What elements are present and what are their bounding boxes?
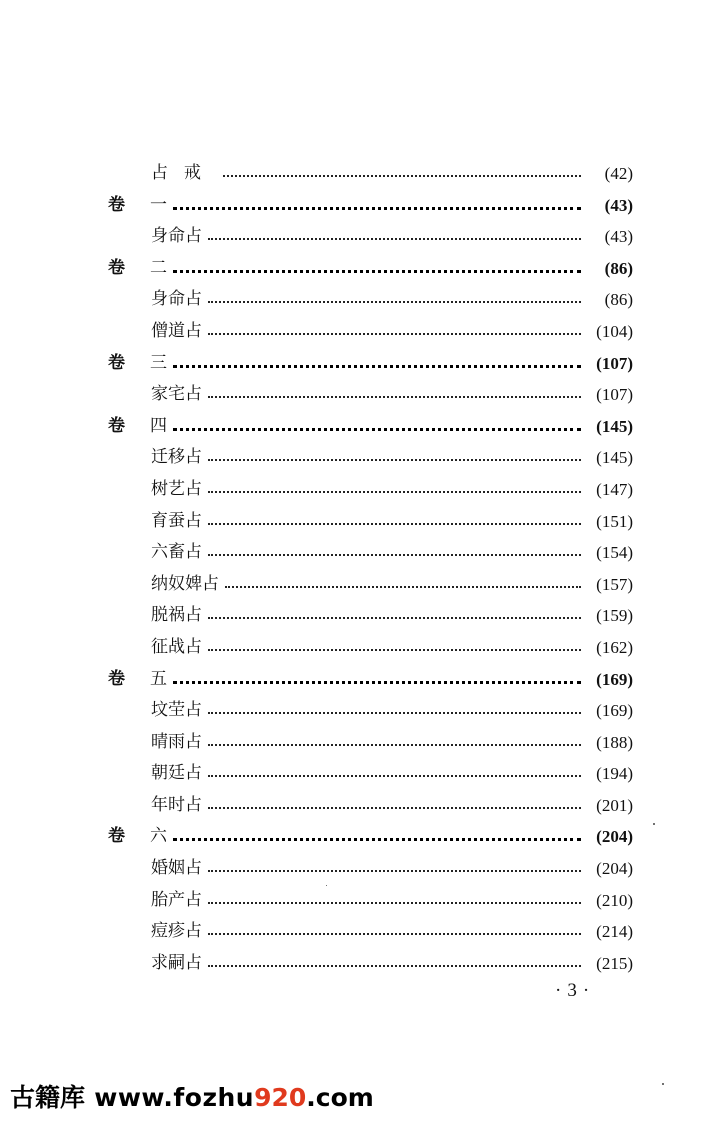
toc-page-ref: (169)	[596, 701, 633, 721]
toc-leader-dots	[223, 175, 581, 177]
toc-page-ref: (154)	[596, 543, 633, 563]
toc-entry-title: 胎产占	[151, 885, 206, 917]
page-number: ·3·	[555, 980, 596, 1001]
toc-entry-row	[0, 537, 709, 569]
toc-page-ref: (104)	[596, 321, 633, 341]
scan-speck	[326, 885, 327, 886]
toc-leader-dots	[208, 617, 581, 619]
toc-entry-row	[0, 853, 709, 885]
toc-volume-row	[0, 348, 709, 380]
toc-page-ref: (157)	[596, 574, 633, 594]
toc-entry-title: 晴雨占	[151, 727, 206, 759]
toc-page-ref: (43)	[604, 227, 633, 247]
toc-page-ref: (86)	[604, 290, 633, 310]
watermark-url-prefix: www.fozhu	[85, 1083, 255, 1112]
toc-entry-title: 纳奴婢占	[151, 569, 223, 601]
toc-entry-row	[0, 379, 709, 411]
toc-page-ref: (145)	[596, 416, 633, 436]
watermark	[10, 1078, 374, 1114]
toc-page-ref: (107)	[596, 353, 633, 373]
toc-leader-dots	[208, 523, 581, 525]
toc-leader-dots	[208, 238, 581, 240]
toc-entry-row	[0, 885, 709, 917]
toc-leader-dots	[208, 933, 581, 935]
toc-entry-title: 六畜占	[151, 537, 206, 569]
toc-entry-title: 五	[150, 664, 171, 696]
toc-entry-title: 坟茔占	[151, 695, 206, 727]
toc-entry-title: 求嗣占	[151, 948, 206, 980]
toc-page-ref: (147)	[596, 479, 633, 499]
toc-volume-row	[0, 190, 709, 222]
toc-leader-dots	[173, 207, 581, 210]
toc-page-ref: (169)	[596, 669, 633, 689]
toc-page-ref: (201)	[596, 795, 633, 815]
toc-page-ref: (43)	[604, 195, 633, 215]
toc-entry-title: 一	[150, 190, 171, 222]
toc-page-ref: (204)	[596, 827, 633, 847]
toc-leader-dots	[208, 491, 581, 493]
toc-page-ref: (151)	[596, 511, 633, 531]
toc-volume-row	[0, 411, 709, 443]
toc-entry-title: 占戒	[151, 158, 221, 190]
toc-leader-dots	[208, 333, 581, 335]
toc-leader-dots	[173, 365, 581, 368]
toc-entry-title: 征战占	[151, 632, 206, 664]
table-of-contents	[0, 158, 709, 979]
scan-speck	[653, 823, 655, 825]
toc-entry-row	[0, 632, 709, 664]
toc-volume-label: 卷	[108, 668, 125, 689]
toc-page-ref: (42)	[604, 164, 633, 183]
toc-page-ref: (162)	[596, 637, 633, 657]
toc-entry-title: 痘疹占	[151, 916, 206, 948]
toc-entry-row	[0, 758, 709, 790]
toc-entry-row	[0, 316, 709, 348]
toc-volume-label: 卷	[108, 352, 125, 373]
toc-page-ref: (204)	[596, 859, 633, 879]
toc-entry-title: 年时占	[151, 790, 206, 822]
toc-leader-dots	[208, 965, 581, 967]
toc-page-ref: (107)	[596, 385, 633, 405]
toc-entry-title: 二	[150, 253, 171, 285]
toc-entry-row	[0, 600, 709, 632]
toc-volume-row	[0, 253, 709, 285]
toc-leader-dots	[208, 459, 581, 461]
toc-volume-label: 卷	[108, 826, 125, 847]
toc-leader-dots	[225, 586, 581, 588]
toc-leader-dots	[208, 301, 581, 303]
toc-leader-dots	[208, 902, 581, 904]
toc-entry-row	[0, 727, 709, 759]
toc-entry-row	[0, 569, 709, 601]
toc-page-ref: (145)	[596, 448, 633, 468]
toc-volume-label: 卷	[108, 415, 125, 436]
watermark-url-number: 920	[254, 1083, 307, 1112]
toc-page-ref: (194)	[596, 764, 633, 784]
toc-entry-title: 朝廷占	[151, 758, 206, 790]
toc-leader-dots	[208, 807, 581, 809]
watermark-url-suffix: .com	[306, 1083, 374, 1112]
toc-volume-label: 卷	[108, 257, 125, 278]
toc-entry-row	[0, 506, 709, 538]
toc-entry-title: 六	[150, 821, 171, 853]
toc-entry-row	[0, 916, 709, 948]
toc-leader-dots	[173, 270, 581, 273]
toc-volume-label: 卷	[108, 194, 125, 215]
toc-leader-dots	[173, 428, 581, 431]
toc-entry-title: 树艺占	[151, 474, 206, 506]
toc-entry-row	[0, 790, 709, 822]
toc-leader-dots	[208, 396, 581, 398]
toc-page-ref: (188)	[596, 732, 633, 752]
toc-entry-row	[0, 948, 709, 980]
toc-leader-dots	[208, 712, 581, 714]
toc-entry-title: 三	[150, 348, 171, 380]
toc-volume-row	[0, 664, 709, 696]
toc-page-ref: (215)	[596, 953, 633, 973]
toc-entry-row	[0, 442, 709, 474]
toc-entry-row	[0, 221, 709, 253]
toc-leader-dots	[173, 838, 581, 841]
toc-page-ref: (86)	[604, 258, 633, 278]
toc-entry-title: 僧道占	[151, 316, 206, 348]
toc-leader-dots	[208, 775, 581, 777]
toc-entry-title: 四	[150, 411, 171, 443]
watermark-site-name: 古籍库	[10, 1083, 86, 1112]
toc-entry-row	[0, 284, 709, 316]
toc-entry-row	[0, 474, 709, 506]
toc-leader-dots	[208, 649, 581, 651]
toc-entry-title: 脱祸占	[151, 600, 206, 632]
toc-entry-title: 身命占	[151, 221, 206, 253]
toc-entry-title: 身命占	[151, 284, 206, 316]
toc-entry-title: 家宅占	[151, 379, 206, 411]
toc-entry-title: 育蚕占	[151, 506, 206, 538]
toc-volume-row	[0, 821, 709, 853]
scan-speck	[662, 1083, 664, 1085]
toc-entry-title: 婚姻占	[151, 853, 206, 885]
toc-leader-dots	[173, 681, 581, 684]
toc-leader-dots	[208, 744, 581, 746]
toc-page-ref: (159)	[596, 606, 633, 626]
toc-page-ref: (210)	[596, 890, 633, 910]
toc-entry-row	[0, 158, 709, 190]
toc-page-ref: (214)	[596, 922, 633, 942]
toc-leader-dots	[208, 870, 581, 872]
toc-entry-title: 迁移占	[151, 442, 206, 474]
toc-entry-row	[0, 695, 709, 727]
toc-leader-dots	[208, 554, 581, 556]
